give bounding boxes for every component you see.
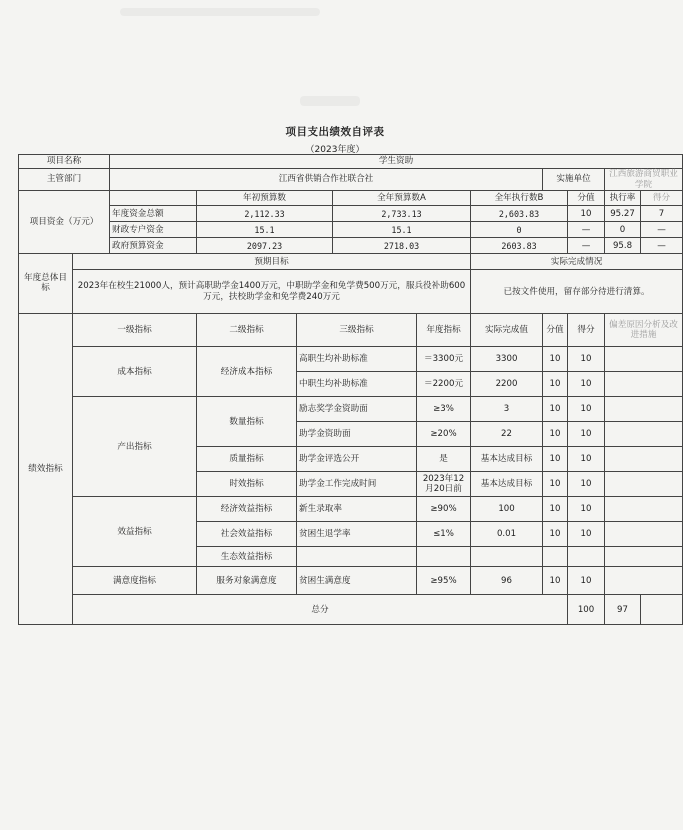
goals-actual-header: 实际完成情况: [471, 254, 683, 270]
perf-header-row: [19, 314, 683, 347]
funds-row-executed: 2603.83: [471, 238, 568, 254]
perf-target: ＝3300元: [417, 347, 471, 372]
perf-actual: 3: [471, 397, 543, 422]
perf-target: ≥3%: [417, 397, 471, 422]
perf-l3: 中职生均补助标准: [297, 372, 417, 397]
perf-l3: 助学金评选公开: [297, 447, 417, 472]
total-row: [19, 595, 683, 625]
perf-target: [417, 547, 471, 567]
perf-target: ≥20%: [417, 422, 471, 447]
perf-score: 10: [543, 447, 568, 472]
perf-actual: 2200: [471, 372, 543, 397]
goals-expected-header: 预期目标: [73, 254, 471, 270]
perf-reason: [605, 522, 683, 547]
perf-actual: 基本达成目标: [471, 447, 543, 472]
funds-header-row: [19, 191, 683, 206]
perf-l2-economic-benefit: 经济效益指标: [197, 497, 297, 522]
perf-got: 10: [568, 447, 605, 472]
perf-got: 10: [568, 422, 605, 447]
perf-reason: [605, 397, 683, 422]
perf-header-level2: 二级指标: [197, 314, 297, 347]
perf-got: 10: [568, 567, 605, 595]
perf-l3: 高职生均补助标准: [297, 347, 417, 372]
funds-row-score: —: [568, 222, 605, 238]
funds-row-annual: 2,733.13: [333, 206, 471, 222]
perf-l3: 助学金工作完成时间: [297, 472, 417, 497]
perf-l2-timeliness: 时效指标: [197, 472, 297, 497]
perf-got: 10: [568, 522, 605, 547]
funds-row-executed: 0: [471, 222, 568, 238]
perf-score: 10: [543, 567, 568, 595]
funds-row-label: 年度资金总额: [110, 206, 197, 222]
project-name-label: 项目名称: [19, 155, 110, 169]
perf-target: ＝2200元: [417, 372, 471, 397]
perf-l2-ecological-benefit: 生态效益指标: [197, 547, 297, 567]
project-name-row: [19, 155, 683, 169]
perf-l1-cost: 成本指标: [73, 347, 197, 397]
document-title: 项目支出绩效自评表: [285, 126, 385, 138]
perf-header-level1: 一级指标: [73, 314, 197, 347]
perf-actual: 0.01: [471, 522, 543, 547]
funds-header-score: 分值: [568, 191, 605, 206]
goals-label: 年度总体目标: [19, 254, 73, 314]
funds-row-government: [19, 238, 683, 254]
department-row: [19, 169, 683, 191]
perf-target: 2023年12月20日前: [417, 472, 471, 497]
funds-row-rate: 0: [605, 222, 641, 238]
funds-header-rate: 执行率: [605, 191, 641, 206]
funds-row-got: —: [641, 222, 683, 238]
perf-score: 10: [543, 347, 568, 372]
perf-score: 10: [543, 372, 568, 397]
perf-l3: 新生录取率: [297, 497, 417, 522]
perf-l2-social-benefit: 社会效益指标: [197, 522, 297, 547]
goals-expected-text: 2023年在校生21000人，预计高职助学金1400万元，中职助学金和免学费500万元，服兵役补助600万元，扶校助学金和免学费240万元: [73, 270, 471, 314]
perf-got: [568, 547, 605, 567]
funds-header-annual: 全年预算数A: [333, 191, 471, 206]
perf-got: 10: [568, 347, 605, 372]
perf-target: ≤1%: [417, 522, 471, 547]
goals-content-row: [19, 270, 683, 314]
funds-row-rate: 95.27: [605, 206, 641, 222]
perf-l1-benefit: 效益指标: [73, 497, 197, 567]
perf-row: [19, 497, 683, 522]
funds-row-initial: 2097.23: [197, 238, 333, 254]
department-value: 江西省供销合作社联合社: [110, 169, 543, 191]
funds-header-executed: 全年执行数B: [471, 191, 568, 206]
perf-reason: [605, 422, 683, 447]
funds-row-score: —: [568, 238, 605, 254]
perf-score: 10: [543, 522, 568, 547]
perf-actual: 96: [471, 567, 543, 595]
goals-header-row: [19, 254, 683, 270]
perf-header-reason: 偏差原因分析及改进措施: [605, 314, 683, 347]
perf-header-actual: 实际完成值: [471, 314, 543, 347]
perf-l2-quality: 质量指标: [197, 447, 297, 472]
implementing-unit-value: 江西旅游商贸职业学院: [605, 169, 683, 191]
perf-target: ≥90%: [417, 497, 471, 522]
funds-row-label: 财政专户资金: [110, 222, 197, 238]
perf-target: 是: [417, 447, 471, 472]
perf-row: [19, 397, 683, 422]
funds-row-initial: 2,112.33: [197, 206, 333, 222]
perf-header-level3: 三级指标: [297, 314, 417, 347]
funds-row-annual: 2718.03: [333, 238, 471, 254]
perf-target: ≥95%: [417, 567, 471, 595]
funds-row-annual: 15.1: [333, 222, 471, 238]
perf-header-got: 得分: [568, 314, 605, 347]
department-label: 主管部门: [19, 169, 110, 191]
funds-row-rate: 95.8: [605, 238, 641, 254]
perf-got: 10: [568, 397, 605, 422]
perf-reason: [605, 547, 683, 567]
perf-header-score: 分值: [543, 314, 568, 347]
funds-header-initial: 年初预算数: [197, 191, 333, 206]
perf-header-target: 年度指标: [417, 314, 471, 347]
total-label: 总分: [73, 595, 568, 625]
funds-row-got: 7: [641, 206, 683, 222]
perf-label: 绩效指标: [19, 314, 73, 625]
perf-score: 10: [543, 497, 568, 522]
perf-row: [19, 567, 683, 595]
perf-score: [543, 547, 568, 567]
project-name-value: 学生资助: [110, 155, 683, 169]
perf-l3: 贫困生满意度: [297, 567, 417, 595]
perf-l2-economic-cost: 经济成本指标: [197, 347, 297, 397]
perf-l3: 助学金资助面: [297, 422, 417, 447]
evaluation-table: [18, 154, 683, 625]
perf-l3: 贫困生退学率: [297, 522, 417, 547]
scan-smudge: [120, 8, 320, 16]
funds-row-total: [19, 206, 683, 222]
perf-actual: 22: [471, 422, 543, 447]
goals-actual-text: 已按文件使用，留存部分待进行清算。: [471, 270, 683, 314]
perf-actual: 3300: [471, 347, 543, 372]
perf-reason: [605, 472, 683, 497]
funds-row-label: 政府预算资金: [110, 238, 197, 254]
perf-reason: [605, 347, 683, 372]
funds-row-got: —: [641, 238, 683, 254]
funds-row-executed: 2,603.83: [471, 206, 568, 222]
perf-score: 10: [543, 397, 568, 422]
implementing-unit-label: 实施单位: [543, 169, 605, 191]
perf-actual: [471, 547, 543, 567]
perf-actual: 基本达成目标: [471, 472, 543, 497]
perf-score: 10: [543, 422, 568, 447]
perf-row: [19, 347, 683, 372]
perf-l1-output: 产出指标: [73, 397, 197, 497]
perf-reason: [605, 497, 683, 522]
perf-reason: [605, 372, 683, 397]
scan-smudge: [300, 96, 360, 106]
total-score: 100: [568, 595, 605, 625]
perf-reason: [605, 447, 683, 472]
perf-got: 10: [568, 497, 605, 522]
perf-l3: [297, 547, 417, 567]
funds-row-score: 10: [568, 206, 605, 222]
perf-reason: [605, 567, 683, 595]
perf-l1-satisfaction: 满意度指标: [73, 567, 197, 595]
perf-l2-quantity: 数量指标: [197, 397, 297, 447]
funds-header-blank: [110, 191, 197, 206]
perf-got: 10: [568, 372, 605, 397]
total-got: 97: [605, 595, 641, 625]
funds-row-special: [19, 222, 683, 238]
perf-score: 10: [543, 472, 568, 497]
document-year: （2023年度）: [305, 145, 365, 155]
perf-l3: 励志奖学金资助面: [297, 397, 417, 422]
funds-header-got: 得分: [641, 191, 683, 206]
total-reason: [641, 595, 683, 625]
perf-l2-service-satisfaction: 服务对象满意度: [197, 567, 297, 595]
perf-got: 10: [568, 472, 605, 497]
perf-actual: 100: [471, 497, 543, 522]
funds-label: 项目资金（万元）: [19, 191, 110, 254]
funds-row-initial: 15.1: [197, 222, 333, 238]
